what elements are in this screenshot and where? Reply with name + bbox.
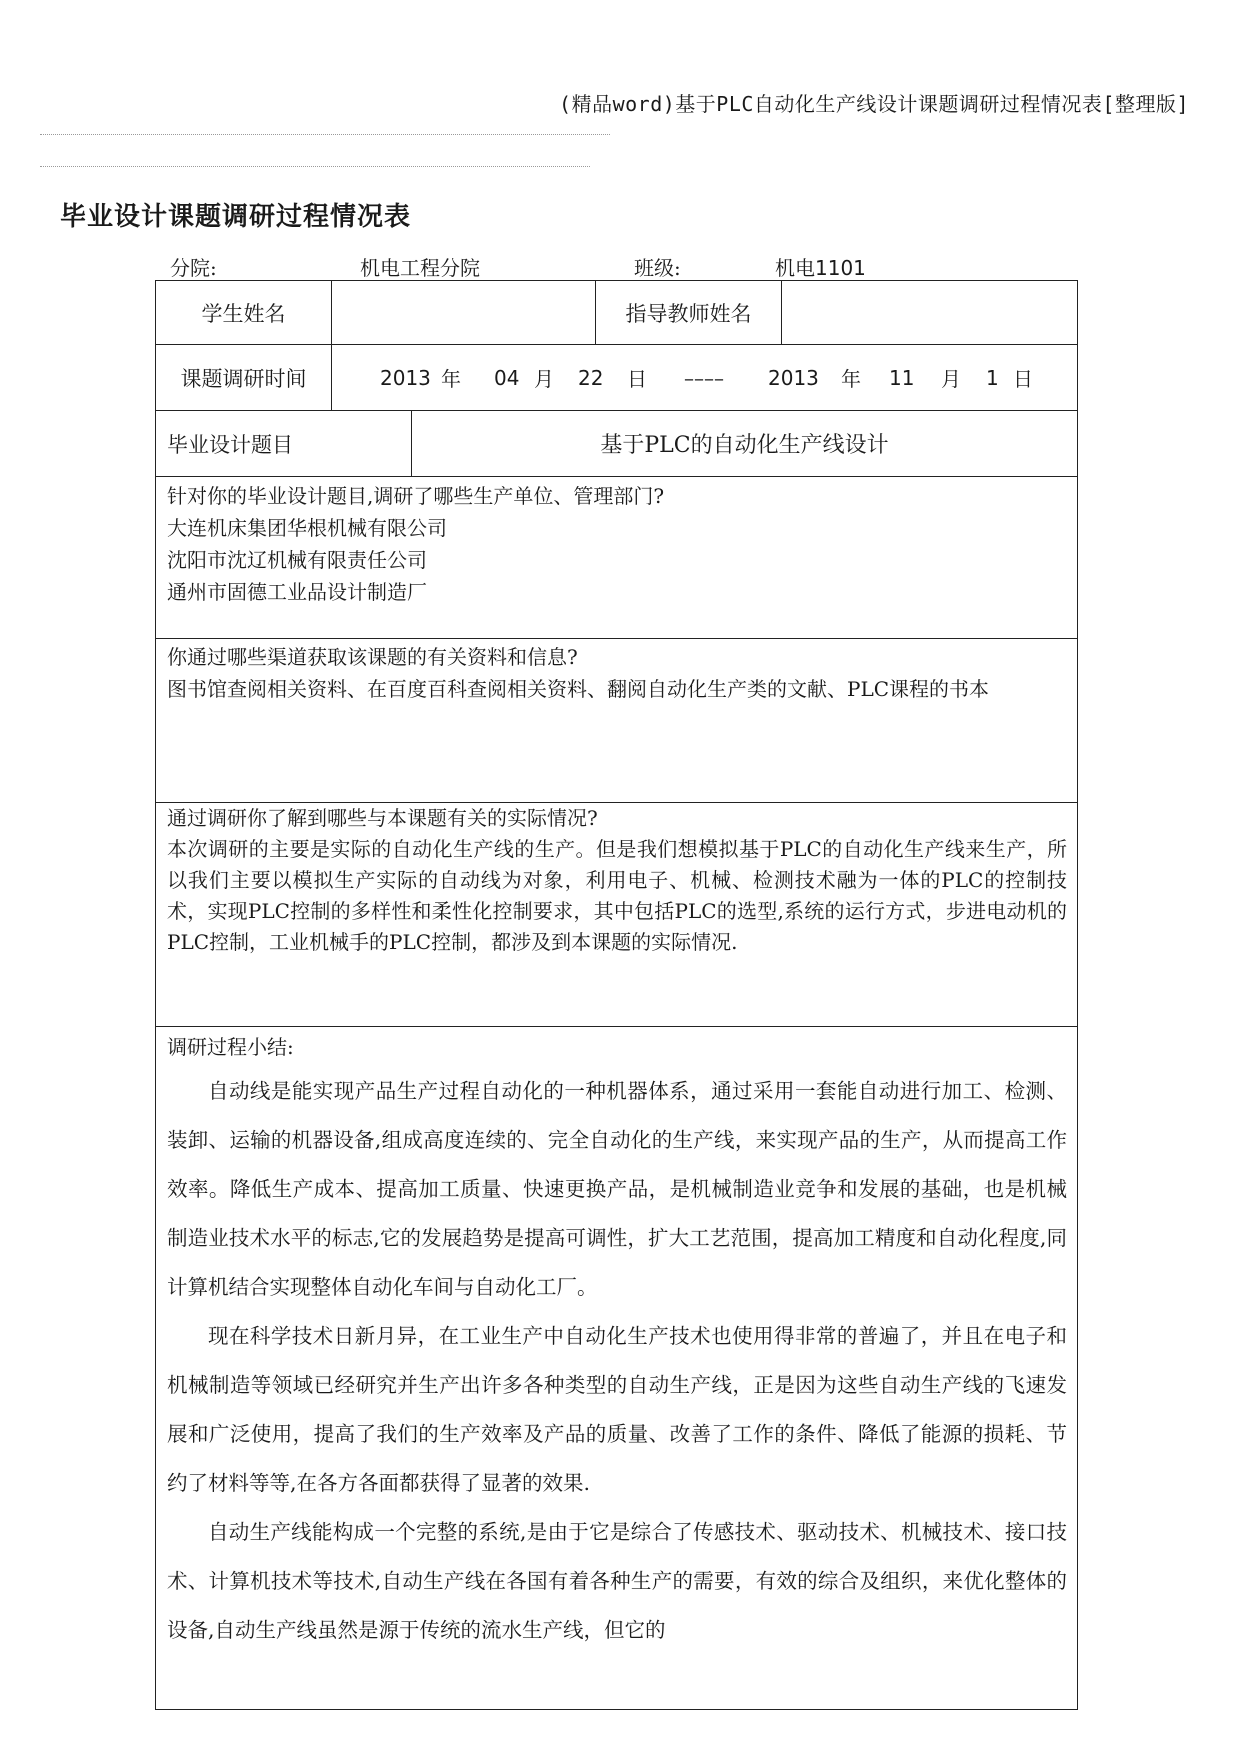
department-value: 机电工程分院 <box>360 256 480 280</box>
question-channels: 你通过哪些渠道获取该课题的有关资料和信息? <box>167 645 578 669</box>
survey-time-label: 课题调研时间 <box>156 345 332 410</box>
survey-form-table <box>155 280 1078 1710</box>
class-label: 班级: <box>634 256 681 280</box>
start-month-unit: 月 <box>534 367 554 391</box>
student-name-label: 学生姓名 <box>156 281 332 344</box>
topic-row <box>156 411 1077 477</box>
header-divider <box>40 166 590 167</box>
question-situation-row <box>156 803 1077 1027</box>
end-year-unit: 年 <box>841 367 861 391</box>
end-day-unit: 日 <box>1013 367 1033 391</box>
header-divider <box>40 134 610 135</box>
document-header-title: (精品word)基于PLC自动化生产线设计课题调研过程情况表[整理版] <box>559 92 1189 116</box>
start-year: 2013 <box>380 365 431 390</box>
class-value: 机电1101 <box>775 256 866 280</box>
end-month-unit: 月 <box>941 367 961 391</box>
answer-unit-3: 通州市固德工业品设计制造厂 <box>167 580 427 604</box>
end-year: 2013 <box>768 365 819 390</box>
question-situation: 通过调研你了解到哪些与本课题有关的实际情况? <box>167 806 598 830</box>
page-title: 毕业设计课题调研过程情况表 <box>60 202 412 232</box>
advisor-name-field[interactable] <box>782 281 1077 344</box>
date-range-dash: –––– <box>684 365 724 390</box>
start-month: 04 <box>494 365 520 390</box>
start-day: 22 <box>578 365 604 390</box>
question-channels-row <box>156 639 1077 803</box>
advisor-name-label: 指导教师姓名 <box>596 281 782 344</box>
end-day: 1 <box>986 365 999 390</box>
student-name-field[interactable] <box>332 281 596 344</box>
topic-label: 毕业设计题目 <box>156 411 412 476</box>
student-row <box>156 281 1077 345</box>
start-day-unit: 日 <box>627 367 647 391</box>
summary-row <box>156 1027 1077 1709</box>
summary-paragraph: 自动生产线能构成一个完整的系统,是由于它是综合了传感技术、驱动技术、机械技术、接口技术、计算机技术等技术,自动生产线在各国有着各种生产的需要，有效的综合及组织，来优化整体的设备,自动生产线虽然是源于传统的流水生产线，但它的 <box>167 1520 1067 1642</box>
answer-unit-2: 沈阳市沈辽机械有限责任公司 <box>167 548 427 572</box>
survey-time-row <box>156 345 1077 411</box>
question-units: 针对你的毕业设计题目,调研了哪些生产单位、管理部门? <box>167 484 665 508</box>
question-units-row <box>156 477 1077 639</box>
answer-channels: 图书馆查阅相关资料、在百度百科查阅相关资料、翻阅自动化生产类的文献、PLC课程的书本 <box>167 677 990 701</box>
summary-title: 调研过程小结: <box>167 1035 294 1059</box>
start-year-unit: 年 <box>441 367 461 391</box>
department-label: 分院: <box>170 256 217 280</box>
summary-paragraph: 自动线是能实现产品生产过程自动化的一种机器体系，通过采用一套能自动进行加工、检测、装卸、运输的机器设备,组成高度连续的、完全自动化的生产线，来实现产品的生产，从而提高工作效率。降低生产成本、提高加工质量、快速更换产品，是机械制造业竞争和发展的基础，也是机械制造业技术水平的标志,它的发展趋势是提高可调性，扩大工艺范围，提高加工精度和自动化程度,同计算机结合实现整体自动化车间与自动化工厂。 <box>167 1079 1067 1299</box>
summary-body <box>167 1067 1067 1655</box>
answer-unit-1: 大连机床集团华根机械有限公司 <box>167 516 447 540</box>
answer-situation: 本次调研的主要是实际的自动化生产线的生产。但是我们想模拟基于PLC的自动化生产线来生产，所以我们主要以模拟生产实际的自动线为对象，利用电子、机械、检测技术融为一体的PLC的控制技术，实现PLC控制的多样性和柔性化控制要求，其中包括PLC的选型,系统的运行方式，步进电动机的PLC控制，工业机械手的PLC控制，都涉及到本课题的实际情况. <box>167 837 1067 954</box>
end-month: 11 <box>889 365 915 390</box>
topic-value: 基于PLC的自动化生产线设计 <box>600 433 889 458</box>
summary-paragraph: 现在科学技术日新月异，在工业生产中自动化生产技术也使用得非常的普遍了，并且在电子和机械制造等领域已经研究并生产出许多各种类型的自动生产线，正是因为这些自动生产线的飞速发展和广泛使用，提高了我们的生产效率及产品的质量、改善了工作的条件、降低了能源的损耗、节约了材料等等,在各方各面都获得了显著的效果. <box>167 1324 1067 1495</box>
